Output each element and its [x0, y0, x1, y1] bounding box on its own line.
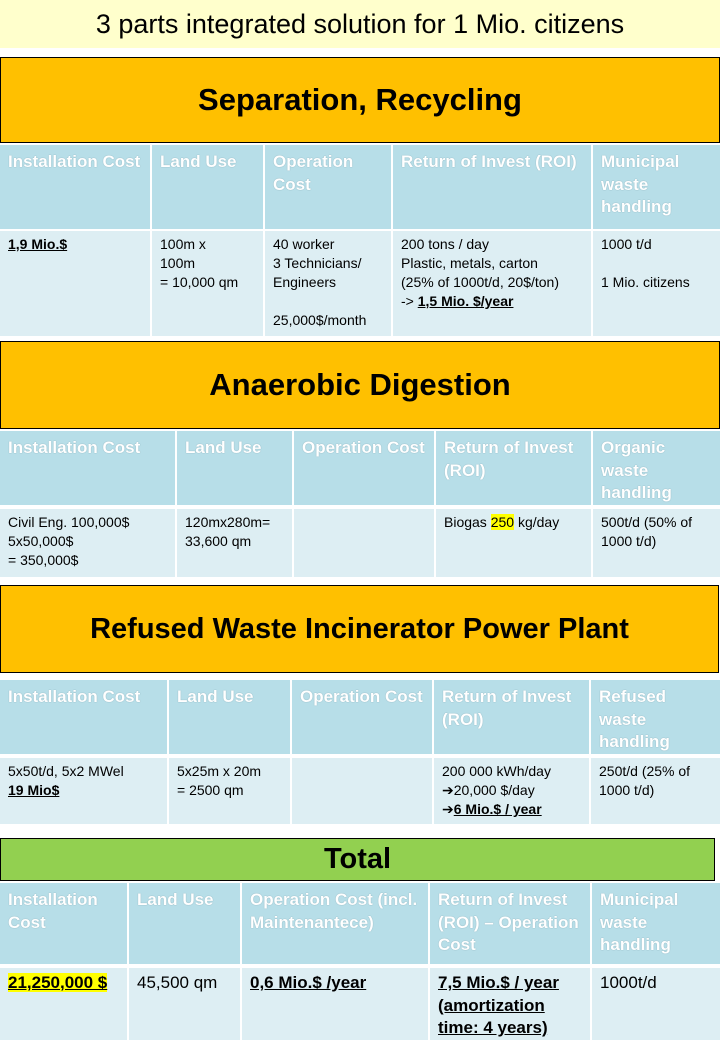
table-recycling	[0, 143, 720, 336]
arrow-icon: ➔	[442, 801, 454, 817]
land-line: 33,600 qm	[185, 533, 252, 549]
header-land-use: Land Use	[152, 145, 263, 229]
header-waste-handling: Organic waste handling	[593, 431, 720, 505]
roi-daily: 20,000 $/day	[453, 782, 535, 798]
header-operation-cost: Operation Cost	[294, 431, 434, 505]
cell-roi	[430, 968, 590, 1040]
installation-line: = 350,000$	[8, 552, 79, 568]
cell-waste-handling	[593, 231, 720, 336]
installation-value: 1,9 Mio.$	[8, 236, 68, 252]
land-line: 5x25m x 20m	[177, 763, 262, 779]
handling-line	[601, 254, 712, 273]
roi-line: 200 tons / day	[401, 236, 489, 252]
header-roi: Return of Invest (ROI)	[393, 145, 591, 229]
header-waste-handling: Municipal waste handling	[592, 883, 720, 964]
cell-operation-cost	[292, 758, 432, 824]
roi-value: 1,5 Mio. $/year	[417, 293, 514, 309]
table-total	[0, 881, 720, 1040]
roi-before: Biogas	[444, 514, 491, 530]
cell-operation-cost	[294, 509, 434, 577]
installation-value: 19 Mio$	[8, 782, 60, 798]
section-title-incinerator-text: Refused Waste Incinerator Power Plant	[90, 612, 629, 645]
operation-line: 40 worker	[273, 236, 335, 252]
section-title-digestion-text: Anaerobic Digestion	[209, 367, 511, 402]
header-operation-cost: Operation Cost (incl. Maintenantece)	[242, 883, 428, 964]
cell-installation-cost	[0, 231, 150, 336]
cell-installation-cost	[0, 509, 175, 577]
header-operation-cost: Operation Cost	[292, 680, 432, 754]
header-installation-cost: Installation Cost	[0, 431, 175, 505]
operation-line	[273, 292, 383, 311]
section-title-recycling-text: Separation, Recycling	[198, 82, 522, 117]
section-title-digestion	[0, 341, 720, 429]
roi-line: Plastic, metals, carton	[401, 255, 538, 271]
total-operation-value: 0,6 Mio.$ /year	[250, 973, 367, 992]
handling-line: 1 Mio. citizens	[601, 274, 690, 290]
table-digestion	[0, 429, 720, 577]
page-title: 3 parts integrated solution for 1 Mio. citizens	[0, 0, 720, 48]
installation-line: Civil Eng. 100,000$	[8, 514, 130, 530]
roi-line	[442, 781, 581, 800]
installation-line: 5x50,000$	[8, 533, 74, 549]
cell-roi	[434, 758, 589, 824]
header-land-use: Land Use	[177, 431, 292, 505]
header-roi: Return of Invest (ROI) – Operation Cost	[430, 883, 590, 964]
cell-land-use	[169, 758, 290, 824]
land-line: 100m x	[160, 236, 206, 252]
operation-line: 25,000$/month	[273, 312, 367, 328]
cell-roi	[436, 509, 591, 577]
roi-value: 6 Mio.$ / year	[453, 801, 542, 817]
cell-installation-cost	[0, 758, 167, 824]
cell-waste-handling	[593, 509, 720, 577]
header-operation-cost: Operation Cost	[265, 145, 391, 229]
cell-land-use: 45,500 qm	[129, 968, 240, 1040]
cell-operation-cost	[265, 231, 391, 336]
roi-after: kg/day	[514, 514, 560, 530]
total-installation-value: 21,250,000 $	[8, 973, 108, 992]
cell-land-use	[177, 509, 292, 577]
cell-roi	[393, 231, 591, 336]
header-land-use: Land Use	[129, 883, 240, 964]
section-title-incinerator	[0, 585, 719, 673]
handling-line: 500t/d (50% of	[601, 514, 693, 530]
roi-highlight: 250	[490, 514, 515, 530]
land-line: = 10,000 qm	[160, 274, 239, 290]
cell-operation-cost	[242, 968, 428, 1040]
land-line: 100m	[160, 255, 196, 271]
header-waste-handling: Refused waste handling	[591, 680, 720, 754]
handling-line: 1000 t/d)	[601, 533, 657, 549]
roi-line	[442, 800, 581, 819]
handling-line: 1000 t/d	[601, 236, 652, 252]
header-waste-handling: Municipal waste handling	[593, 145, 720, 229]
header-installation-cost: Installation Cost	[0, 883, 127, 964]
roi-line	[401, 292, 583, 311]
cell-waste-handling: 1000t/d	[592, 968, 720, 1040]
land-line: 120mx280m=	[185, 514, 271, 530]
roi-line: (25% of 1000t/d, 20$/ton)	[401, 274, 559, 290]
header-installation-cost: Installation Cost	[0, 680, 167, 754]
operation-line: Engineers	[273, 274, 337, 290]
header-roi: Return of Invest (ROI)	[434, 680, 589, 754]
table-incinerator	[0, 678, 720, 824]
header-land-use: Land Use	[169, 680, 290, 754]
header-installation-cost: Installation Cost	[0, 145, 150, 229]
handling-line: 250t/d (25% of	[599, 763, 691, 779]
installation-line: 5x50t/d, 5x2 MWel	[8, 763, 124, 779]
total-roi-value: 7,5 Mio.$ / year (amortization time: 4 years)	[438, 973, 559, 1037]
operation-line: 3 Technicians/	[273, 255, 362, 271]
section-title-recycling	[0, 57, 720, 143]
roi-line: 200 000 kWh/day	[442, 763, 551, 779]
cell-waste-handling	[591, 758, 720, 824]
cell-installation-cost	[0, 968, 127, 1040]
handling-line: 1000 t/d)	[599, 782, 655, 798]
section-title-total	[0, 838, 715, 881]
cell-land-use	[152, 231, 263, 336]
roi-prefix: ->	[401, 293, 418, 309]
section-title-total-text: Total	[323, 843, 392, 875]
arrow-icon: ➔	[442, 782, 454, 798]
header-roi: Return of Invest (ROI)	[436, 431, 591, 505]
land-line: = 2500 qm	[177, 782, 244, 798]
